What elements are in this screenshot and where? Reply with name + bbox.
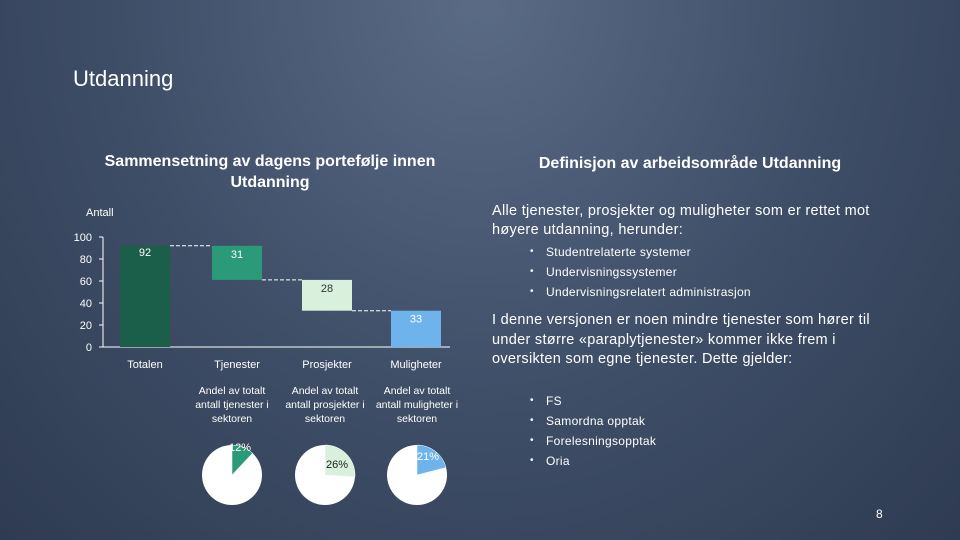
definition-title: Definisjon av arbeidsområde Utdanning	[538, 155, 842, 172]
pie-caption: antall prosjekter i	[285, 399, 365, 411]
y-tick-label: 80	[79, 254, 92, 266]
bar-value-label: 28	[320, 282, 334, 295]
pie-caption: sektoren	[304, 413, 346, 425]
definition-bullet: • Undervisningssystemer	[524, 262, 751, 282]
x-tick-label: Prosjekter	[302, 359, 352, 371]
pie-caption: Andel av totalt	[198, 385, 266, 397]
bar-value-label: 31	[230, 248, 244, 261]
pie-caption: antall muligheter i	[375, 399, 459, 411]
definition-bullet-list	[524, 242, 751, 302]
note-bullet-list	[524, 391, 656, 471]
y-tick-label: 0	[85, 342, 92, 354]
slide-title: Utdanning	[73, 66, 174, 91]
note-bullet: • Forelesningsopptak	[524, 431, 656, 451]
note-text: I denne versjonen er noen mindre tjenester som hører til under større «paraplytjenester» kommer ikke frem i oversikten som egne tjenester. Dette gjelder:	[492, 312, 870, 367]
pie-value-label: 26%	[325, 459, 349, 471]
y-axis-label: Antall	[86, 207, 114, 219]
pie-value-label: 12%	[228, 442, 252, 454]
definition-bullet: • Undervisningsrelatert administrasjon	[524, 282, 751, 302]
x-tick-label: Tjenester	[214, 359, 260, 371]
chart-title: Sammensetning av dagens portefølje innen Utdanning	[104, 153, 436, 191]
pie-caption: sektoren	[396, 413, 438, 425]
x-tick-label: Totalen	[127, 359, 163, 371]
pie-value-label: 21%	[416, 451, 440, 463]
bar-value-label: 92	[138, 246, 152, 259]
note-bullet: • Samordna opptak	[524, 411, 656, 431]
y-tick-label: 40	[79, 298, 92, 310]
definition-bullet: • Studentrelaterte systemer	[524, 242, 751, 262]
y-tick-label: 20	[79, 320, 92, 332]
pie-caption: Andel av totalt	[291, 385, 359, 397]
y-tick-label: 60	[79, 276, 92, 288]
pie-caption: antall tjenester i	[195, 399, 269, 411]
bar-value-label: 33	[409, 313, 423, 326]
pie-caption: sektoren	[211, 413, 253, 425]
page-number: 8	[876, 507, 883, 521]
pie-caption: Andel av totalt	[383, 385, 451, 397]
x-tick-label: Muligheter	[390, 359, 442, 371]
note-bullet: • FS	[524, 391, 656, 411]
bar-totalen	[120, 246, 170, 347]
definition-intro: Alle tjenester, prosjekter og muligheter som er rettet mot høyere utdanning, herunder:	[492, 203, 870, 238]
y-tick-label: 100	[73, 232, 92, 244]
note-bullet: • Oria	[524, 451, 656, 471]
